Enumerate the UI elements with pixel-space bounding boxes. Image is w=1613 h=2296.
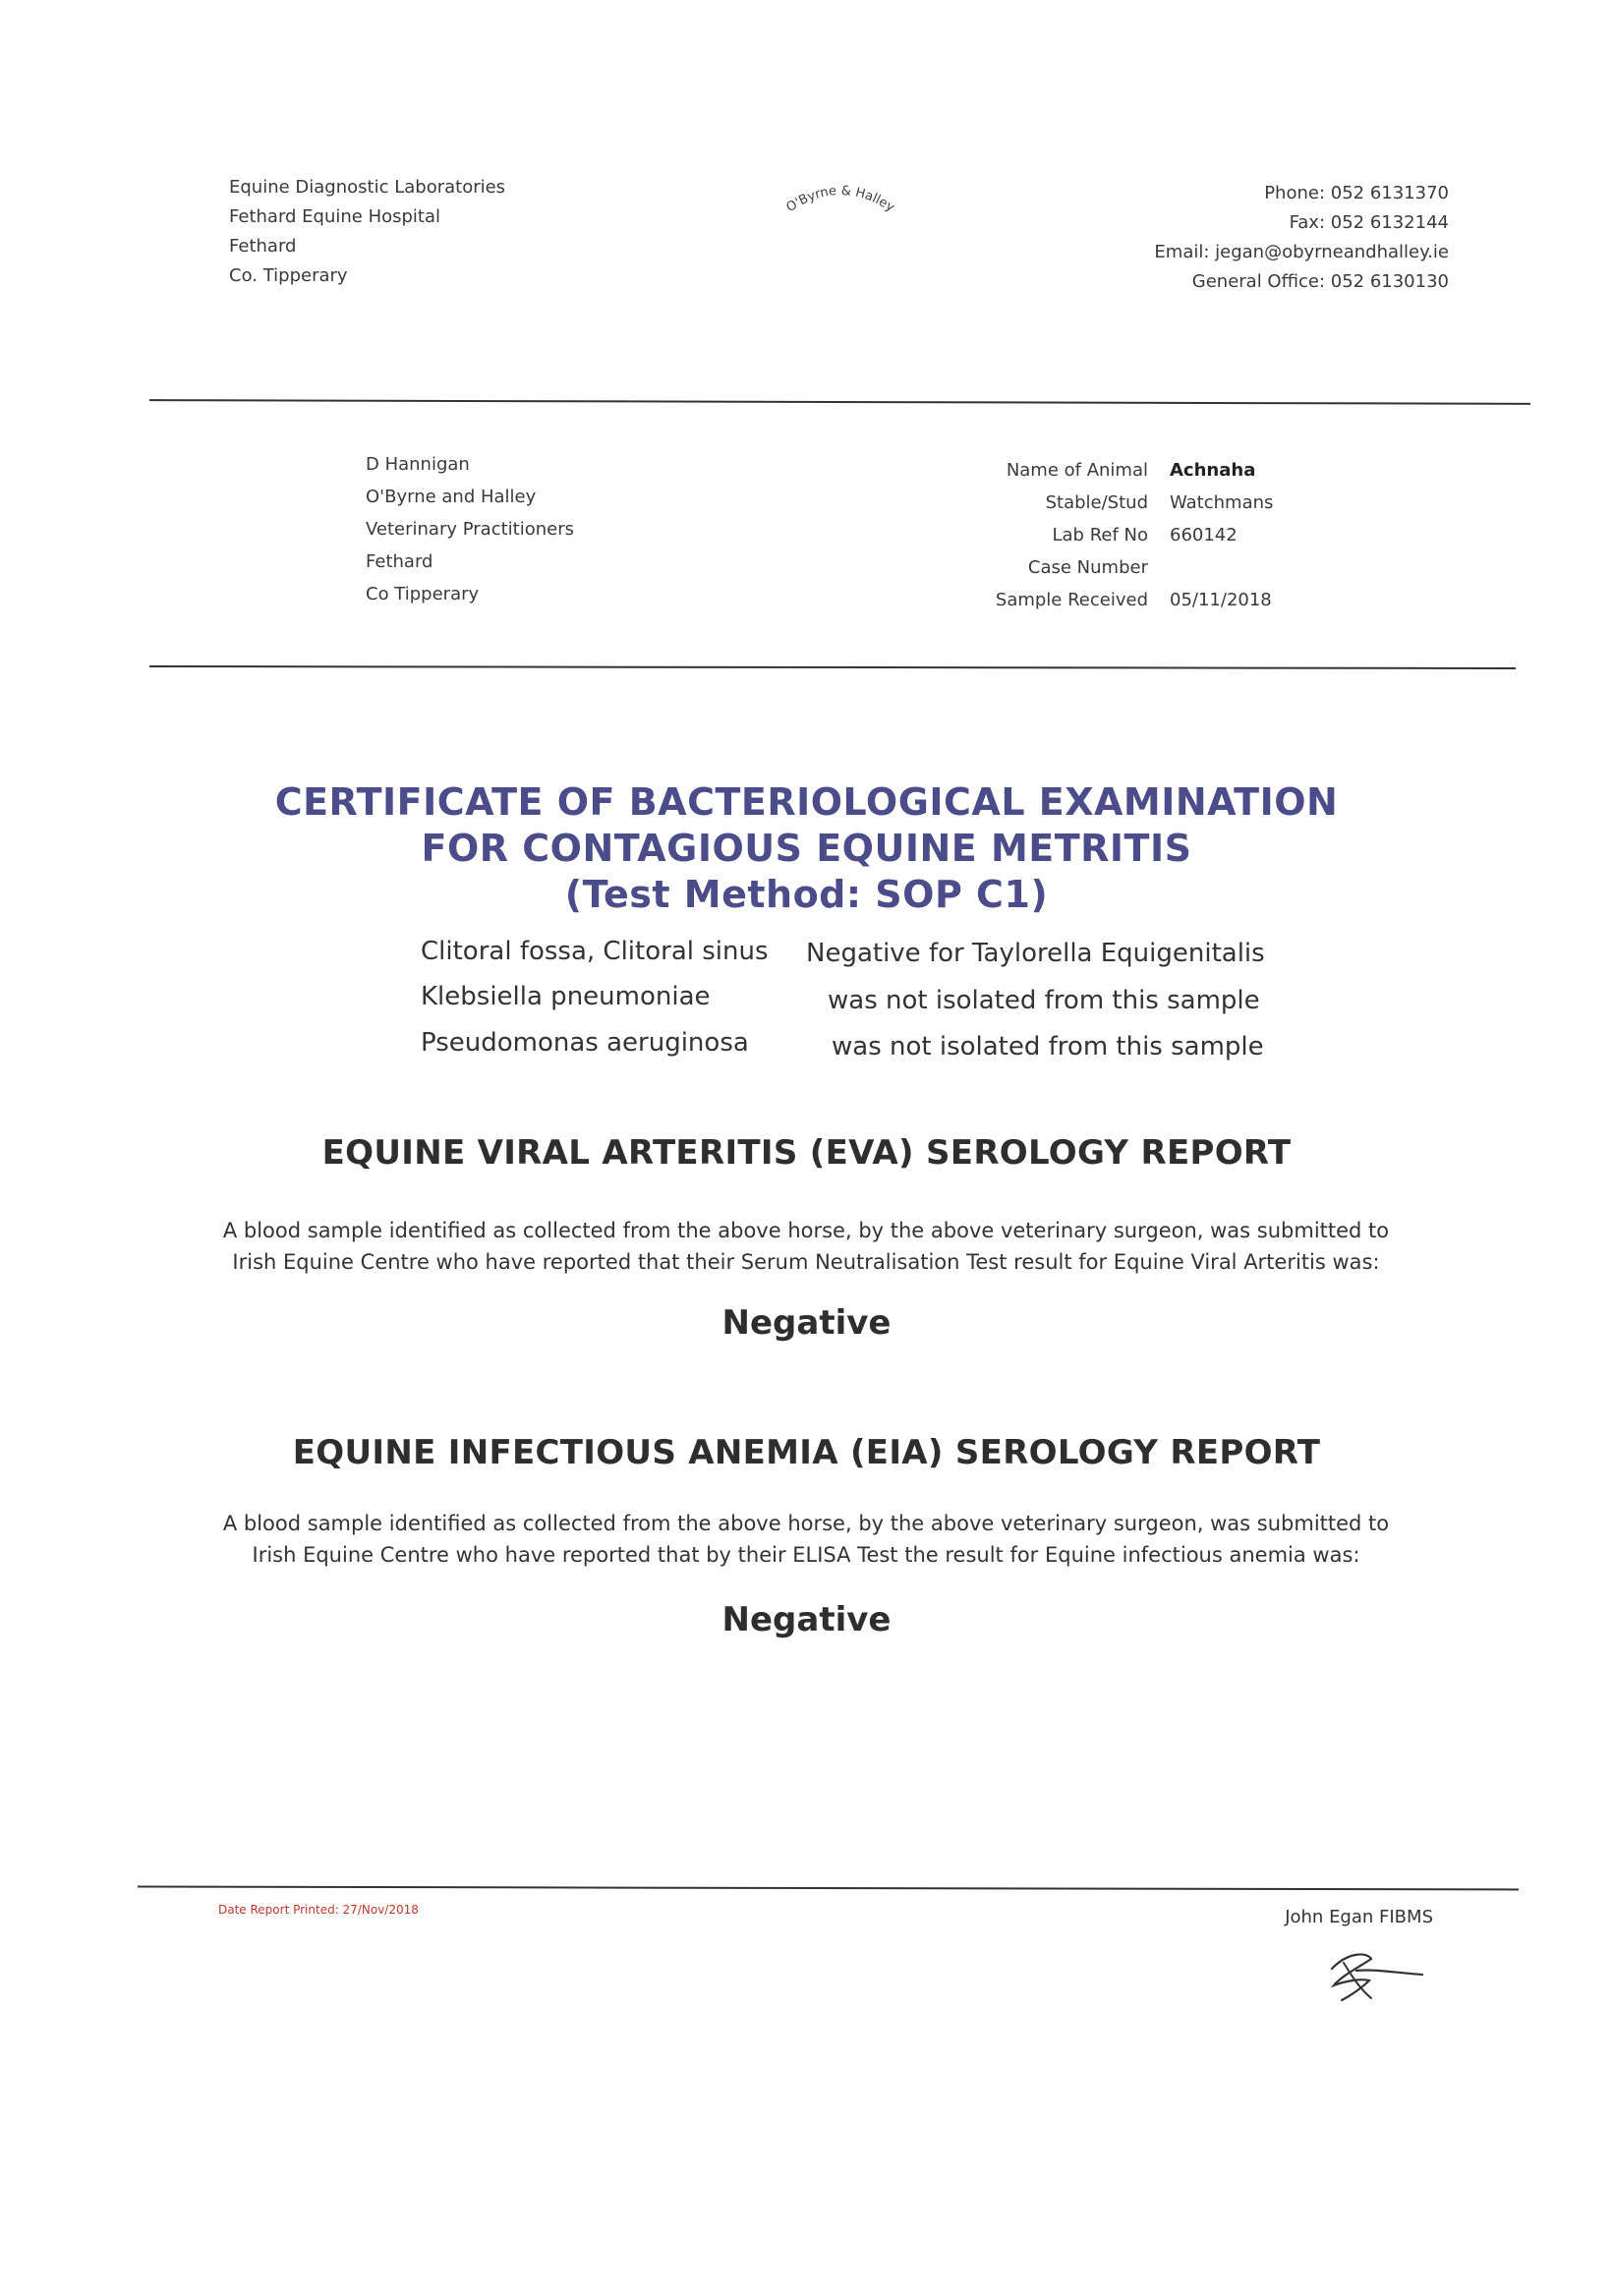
animal-value: 660142: [1170, 525, 1238, 545]
eva-title: EQUINE VIRAL ARTERITIS (EVA) SEROLOGY REPORT: [321, 1133, 1292, 1173]
contact-line: Email: jegan@obyrneandhalley.ie: [1154, 242, 1449, 262]
contact-line: Fax: 052 6132144: [1289, 212, 1449, 233]
animal-row: [983, 584, 1273, 616]
animal-label: Sample Received: [995, 590, 1148, 610]
sample-result: was not isolated from this sample: [828, 986, 1260, 1015]
divider: [149, 665, 1516, 669]
contact-details: [1154, 179, 1449, 297]
sample-site: Pseudomonas aeruginosa: [421, 1028, 749, 1058]
eia-result: Negative: [721, 1600, 892, 1639]
animal-value: Achnaha: [1170, 460, 1256, 481]
company-logo: [767, 175, 914, 234]
contact-line: General Office: 052 6130130: [1191, 271, 1449, 292]
animal-label: Lab Ref No: [1052, 525, 1148, 545]
animal-label: Stable/Stud: [1045, 492, 1148, 513]
animal-value: 05/11/2018: [1170, 590, 1272, 610]
contact-line: Phone: 052 6131370: [1264, 183, 1449, 203]
divider: [138, 1886, 1519, 1891]
recipient-line: Fethard: [366, 551, 433, 572]
sample-result: Negative for Taylorella Equigenitalis: [806, 939, 1265, 968]
lab-line: Co. Tipperary: [229, 265, 348, 286]
eia-text-line: A blood sample identified as collected from the above horse, by the above veterinary surgeon, was submitted to: [222, 1512, 1390, 1535]
eva-text-line: Irish Equine Centre who have reported that their Serum Neutralisation Test result for Equine Viral Arteritis was:: [232, 1250, 1380, 1274]
certificate-title: CERTIFICATE OF BACTERIOLOGICAL EXAMINATION: [274, 780, 1339, 824]
lab-address: [229, 173, 505, 291]
eva-result: Negative: [721, 1303, 892, 1343]
animal-label: Case Number: [1027, 557, 1148, 578]
animal-value: Watchmans: [1170, 492, 1274, 513]
eia-text: [157, 1508, 1455, 1571]
test-method: (Test Method: SOP C1): [564, 873, 1049, 916]
recipient-line: Veterinary Practitioners: [366, 519, 574, 540]
certificate-subtitle: FOR CONTAGIOUS EQUINE METRITIS: [421, 827, 1192, 870]
animal-row: [983, 551, 1273, 584]
lab-line: Fethard Equine Hospital: [229, 206, 441, 227]
svg-text:O'Byrne & Halley: [783, 184, 896, 215]
signer-name: John Egan FIBMS: [1285, 1907, 1433, 1927]
sample-result: was not isolated from this sample: [832, 1032, 1264, 1062]
animal-details: [983, 454, 1273, 616]
recipient-line: O'Byrne and Halley: [366, 487, 537, 507]
sample-site: Clitoral fossa, Clitoral sinus: [421, 937, 769, 966]
signature-image: [1312, 1941, 1430, 2005]
print-date-note: Date Report Printed: 27/Nov/2018: [218, 1903, 419, 1917]
animal-row: [983, 487, 1273, 519]
animal-row: [983, 454, 1273, 487]
eia-text-line: Irish Equine Centre who have reported that by their ELISA Test the result for Equine infectious anemia was:: [252, 1543, 1360, 1567]
animal-label: Name of Animal: [1006, 460, 1148, 481]
eva-text: [157, 1215, 1455, 1278]
divider: [149, 399, 1530, 405]
animal-row: [983, 519, 1273, 551]
lab-line: Equine Diagnostic Laboratories: [229, 177, 506, 198]
recipient-address: [366, 448, 574, 610]
recipient-line: D Hannigan: [366, 454, 470, 475]
eva-text-line: A blood sample identified as collected from the above horse, by the above veterinary surgeon, was submitted to: [222, 1219, 1390, 1242]
recipient-line: Co Tipperary: [366, 584, 480, 604]
sample-site: Klebsiella pneumoniae: [421, 982, 711, 1011]
lab-line: Fethard: [229, 236, 297, 257]
logo-text: O'Byrne & Halley: [783, 183, 897, 216]
eia-title: EQUINE INFECTIOUS ANEMIA (EIA) SEROLOGY REPORT: [292, 1433, 1321, 1472]
